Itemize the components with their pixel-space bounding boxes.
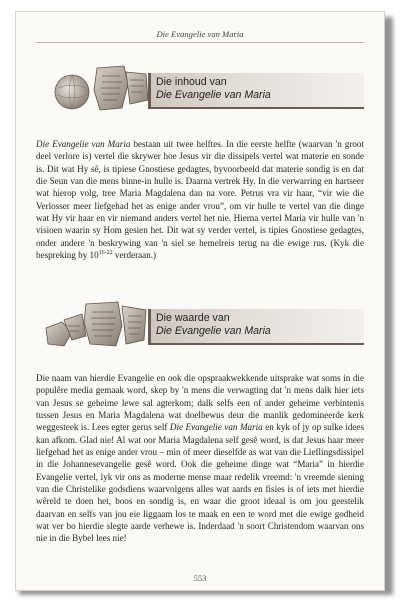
banner-rule xyxy=(148,107,364,109)
section-banner-waarde xyxy=(42,300,364,350)
paragraph-text-continued: en kyk of jy op sulke idees kan afkom. Glad nie! Al wat oor Maria Magdalena self gesê word, is dat Jesus haar meer liefgehad het as enige ander vrou – min of meer dieselfde as wat van die Lieflingsdissipel in die Johannesevangelie gesê word. Ook die geheime dinge wat “Maria” in hierdie Evangelie vertel, lyk vir ons as moderne mense maar redelik vreemd: 'n vreemde siening van die Christelike godsdiens waarvolgens alles wat aards en fisies is of iets met hierdie wêreld te doen het, boos en sondig is, en waar die groot ideaal is om jou geestelik daarvan en selfs van jou eie liggaam los te maak en een te word met die ewige godheid wat ver bo hierdie slegte aarde verhewe is. Inderdaad 'n soort Christendom waarvan ons nie in die Bybel lees nie! xyxy=(36,422,364,544)
running-head: Die Evangelie van Maria xyxy=(156,29,244,39)
paragraph-tail: verderaan.) xyxy=(112,250,157,261)
section-heading xyxy=(156,312,271,338)
paragraph-text: Die naam van hierdie Evangelie en ook die opspraakwekkende uitsprake wat soms in die populêre media gemaak word, skep by 'n mens die verwagting dat 'n mens dalk hier iets van Jesus se geheime lewe sal agterkom; dalk selfs een of ander geheime verbintenis tussen Jesus en Maria Magdalena wat doelbewus deur die manlik gedomineerde kerk weggesteek is. Lees egter gerus self xyxy=(36,373,364,433)
heading-line-1: Die waarde van xyxy=(156,312,230,324)
book-page xyxy=(15,11,385,591)
page-number: 553 xyxy=(193,573,207,583)
paragraph-inhoud xyxy=(36,138,364,261)
paragraph-waarde xyxy=(36,372,364,545)
stone-fragments-icon xyxy=(42,300,152,350)
book-title-italic: Die Evangelie van Maria xyxy=(36,139,131,149)
verse-reference: 16-22 xyxy=(98,250,113,257)
section-banner-inhoud xyxy=(42,64,364,114)
section-heading xyxy=(156,76,271,102)
paragraph-text: bestaan uit twee helftes. In die eerste helfte (waarvan 'n groot deel verlore is) vertel die skrywer hoe Jesus vir die dissipels vertel wat materie en sonde is. Dit wat Hy sê, is tipiese Gnostiese gedagtes, byvoorbeeld dat materie sondig is en dat die Seun van die mens binne-in hulle is. Daarna vertrek Hy. In die verwarring en hartseer wat hierop volg, tree Maria Magdalena dan na vore. Petrus vra vir haar, “vir wie die Verlosser meer liefgehad het as enige ander vrou”, om vir hulle te vertel van die dinge wat Hy vir haar en vir niemand anders vertel het nie. Hierna vertel Maria vir hulle van 'n visioen waarin sy Hom gesien het. Dit wat sy verder vertel, is tipies Gnostiese gedagtes, onder andere 'n beskrywing van 'n siel se hemelreis terug na die ewige rus. (Kyk die bespreking by 10 xyxy=(36,139,364,261)
header-rule xyxy=(36,42,364,43)
heading-line-2: Die Evangelie van Maria xyxy=(156,88,271,101)
book-title-italic: Die Evangelie van Maria xyxy=(169,422,263,433)
heading-line-1: Die inhoud van xyxy=(156,76,227,88)
banner-rule xyxy=(148,343,364,345)
stone-tablet-globe-icon xyxy=(42,64,152,114)
heading-line-2: Die Evangelie van Maria xyxy=(156,324,271,337)
